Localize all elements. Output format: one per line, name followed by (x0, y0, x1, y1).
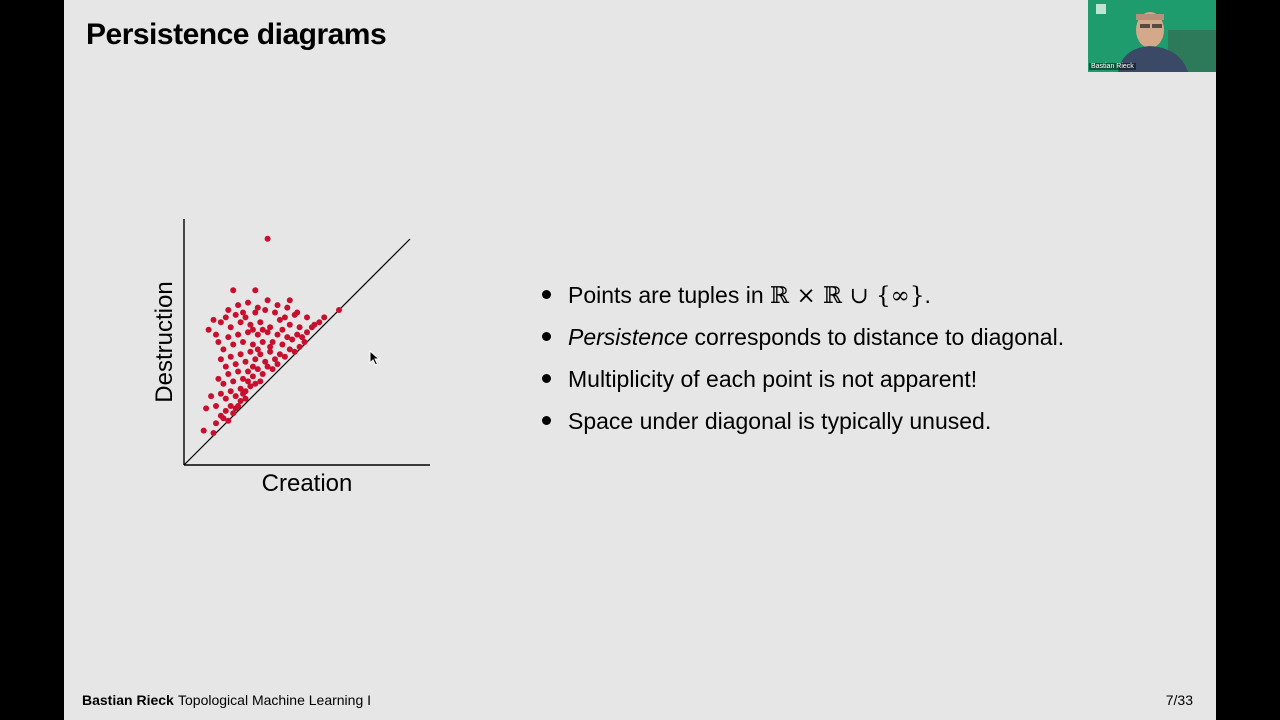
data-point (213, 403, 219, 409)
data-point (250, 373, 256, 379)
data-point (336, 307, 342, 313)
slide-title: Persistence diagrams (86, 18, 387, 51)
data-point (233, 361, 239, 367)
bullet-text: Space under diagonal is typically unused. (568, 408, 992, 434)
bullet-text: corresponds to distance to diagonal. (688, 324, 1065, 350)
data-point (260, 339, 266, 345)
data-point (245, 300, 251, 306)
persistence-diagram-chart (64, 0, 544, 520)
webcam-video[interactable] (1088, 0, 1216, 72)
data-point (235, 302, 241, 308)
data-point (275, 332, 281, 338)
webcam-feed-image (1088, 0, 1216, 72)
bullet-text: Multiplicity of each point is not apparent! (568, 366, 978, 392)
data-point (228, 354, 234, 360)
footer-author: Bastian Rieck (82, 692, 174, 708)
data-point (238, 319, 244, 325)
data-point (240, 310, 246, 316)
data-point (213, 420, 219, 426)
bullet-list (540, 280, 1064, 448)
data-point (235, 332, 241, 338)
data-point (292, 349, 298, 355)
data-point (218, 391, 224, 397)
x-axis-label: Creation (261, 470, 353, 497)
data-point (238, 351, 244, 357)
data-point (284, 305, 290, 311)
bullet-text: Points are tuples in (568, 282, 771, 308)
data-point (223, 314, 229, 320)
data-point (275, 361, 281, 367)
data-point (233, 393, 239, 399)
data-point (230, 287, 236, 293)
data-point (230, 342, 236, 348)
data-point (228, 388, 234, 394)
data-point (265, 297, 271, 303)
bullet-text: . (924, 282, 931, 308)
data-point (245, 369, 251, 375)
data-point (250, 327, 256, 333)
data-point (250, 342, 256, 348)
data-point (240, 391, 246, 397)
data-point (240, 339, 246, 345)
data-point (223, 408, 229, 414)
data-point (287, 322, 293, 328)
data-point (201, 428, 207, 434)
data-point (223, 364, 229, 370)
data-point (225, 334, 231, 340)
data-point (255, 332, 261, 338)
webcam-name-label: Bastian Rieck (1091, 63, 1134, 70)
data-point (218, 319, 224, 325)
data-point (260, 371, 266, 377)
bullet-emphasis: Persistence (568, 324, 689, 350)
footer-course: Topological Machine Learning I (178, 692, 372, 708)
y-axis-label: Destruction (151, 281, 178, 403)
bullet-dot (542, 416, 551, 425)
data-point (215, 339, 221, 345)
data-point (270, 366, 276, 372)
slide (64, 0, 1216, 720)
data-point (250, 364, 256, 370)
bullet-item (540, 280, 1064, 322)
data-point (279, 327, 285, 333)
page-number: 7/33 (1165, 692, 1193, 708)
data-point (215, 376, 221, 382)
data-point (220, 346, 226, 352)
points-layer (201, 236, 342, 436)
data-point (218, 356, 224, 362)
data-point (282, 314, 288, 320)
data-point (230, 378, 236, 384)
data-point (304, 314, 310, 320)
data-point (279, 342, 285, 348)
bullet-math: ℝ × ℝ ∪ {∞} (770, 283, 925, 309)
data-point (255, 346, 261, 352)
data-point (220, 415, 226, 421)
data-point (321, 314, 327, 320)
data-point (235, 369, 241, 375)
data-point (257, 319, 263, 325)
data-point (243, 359, 249, 365)
data-point (289, 337, 295, 343)
data-point (257, 378, 263, 384)
data-point (208, 393, 214, 399)
data-point (267, 344, 273, 350)
data-point (297, 344, 303, 350)
bullet-dot (542, 332, 551, 341)
data-point (230, 410, 236, 416)
data-point (282, 354, 288, 360)
data-point (247, 349, 253, 355)
mouse-pointer-icon (369, 350, 381, 366)
data-point (302, 339, 308, 345)
data-point (235, 403, 241, 409)
data-point (309, 324, 315, 330)
data-point (252, 356, 258, 362)
data-point (225, 371, 231, 377)
data-point (211, 317, 217, 323)
data-point (245, 378, 251, 384)
data-point (265, 236, 271, 242)
data-point (287, 297, 293, 303)
data-point (304, 329, 310, 335)
data-point (206, 327, 212, 333)
data-point (220, 381, 226, 387)
data-point (255, 305, 261, 311)
bullet-dot (542, 374, 551, 383)
data-point (272, 310, 278, 316)
bullet-item (540, 364, 1064, 406)
data-point (297, 324, 303, 330)
data-point (260, 327, 266, 333)
data-point (233, 312, 239, 318)
data-point (211, 430, 217, 436)
data-point (223, 396, 229, 402)
data-point (213, 332, 219, 338)
data-point (225, 307, 231, 313)
bullet-item (540, 322, 1064, 364)
bullet-dot (542, 290, 551, 299)
data-point (294, 310, 300, 316)
bullet-item (540, 406, 1064, 448)
data-point (252, 287, 258, 293)
data-point (262, 307, 268, 313)
data-point (275, 302, 281, 308)
data-point (203, 405, 209, 411)
data-point (228, 324, 234, 330)
